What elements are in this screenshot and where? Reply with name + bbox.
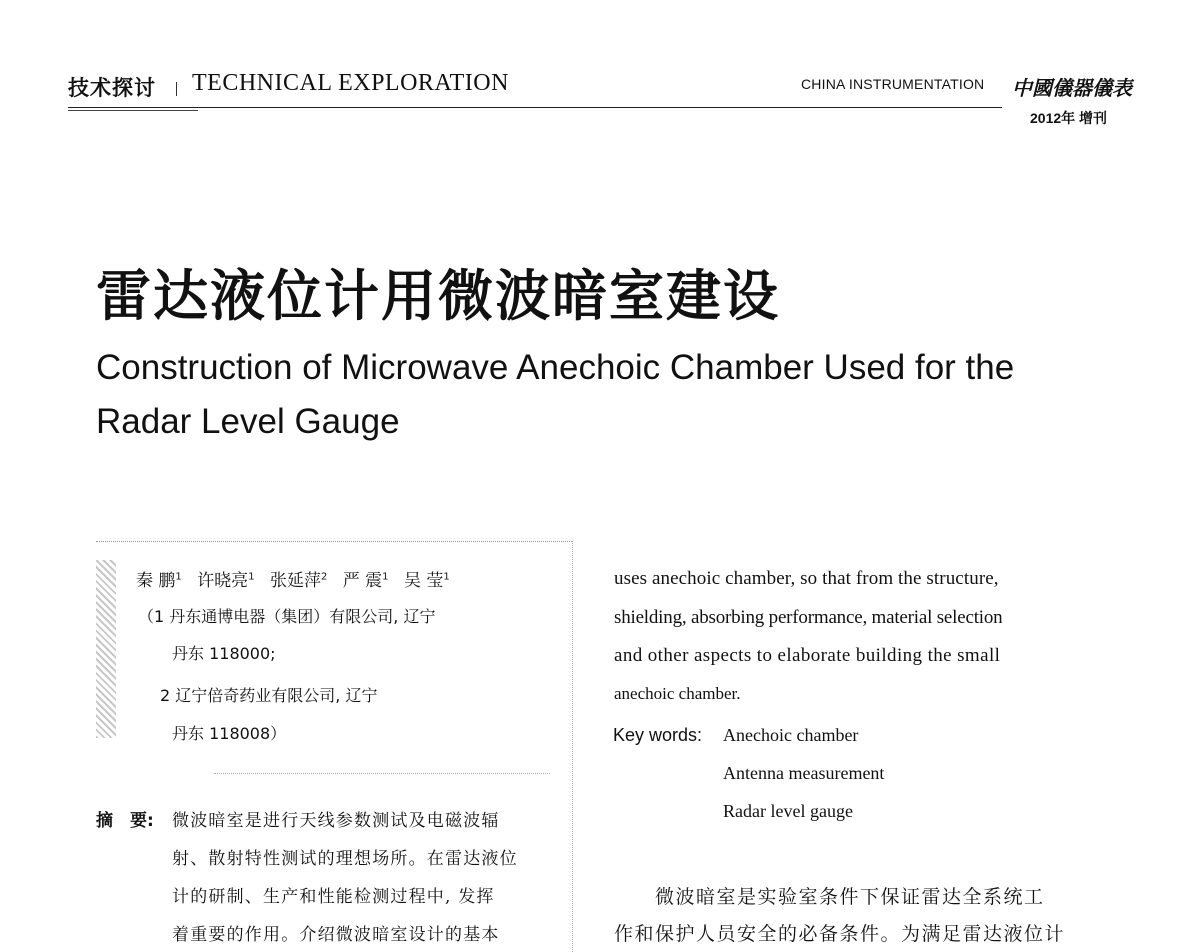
- author: 吴 莹$^1$: [403, 571, 450, 591]
- affiliation-line: 丹东 118000;: [172, 644, 276, 663]
- abstract-line: 微波暗室是进行天线参数测试及电磁波辐: [172, 811, 500, 831]
- author: 张延萍$^2$: [269, 571, 328, 591]
- journal-name: CHINA INSTRUMENTATION: [801, 76, 985, 92]
- affiliation-line: 丹东 118008）: [172, 724, 287, 743]
- abstract-en-line: shielding, absorbing performance, material selection: [614, 607, 1003, 628]
- abstract-en-line: anechoic chamber.: [614, 684, 741, 703]
- body-text-line: 作和保护人员安全的必备条件。为满足雷达液位计: [614, 923, 1066, 945]
- header-rule-accent: [68, 110, 198, 111]
- abstract-label: 摘 要:: [96, 811, 154, 831]
- header-separator: [176, 82, 177, 96]
- article-title-en: Construction of Microwave Anechoic Chamber Used for the Radar Level Gauge: [96, 348, 1015, 441]
- author: 秦 鹏$^1$: [136, 571, 182, 591]
- abstract-line: 计的研制、生产和性能检测过程中, 发挥: [172, 887, 495, 907]
- keyword: Radar level gauge: [723, 801, 853, 821]
- author: 严 震$^1$: [342, 571, 389, 591]
- column-divider: [572, 541, 573, 952]
- column-top-rule: [96, 541, 572, 542]
- affiliation-line: （1 丹东通博电器（集团）有限公司, 辽宁: [138, 607, 436, 626]
- issue-label: 2012年 增刊: [1030, 110, 1108, 126]
- author: 许晓亮$^1$: [197, 571, 255, 591]
- section-title-cn: 技术探讨: [68, 76, 156, 100]
- author-list: [136, 566, 460, 591]
- abstract-line: 着重要的作用。介绍微波暗室设计的基本: [172, 925, 500, 945]
- keyword: Antenna measurement: [723, 763, 885, 783]
- section-title-en: TECHNICAL EXPLORATION: [192, 70, 509, 96]
- abstract-en-line: uses anechoic chamber, so that from the structure,: [614, 568, 999, 589]
- decorative-pattern: [96, 560, 116, 738]
- affiliation-line: 2 辽宁倍奇药业有限公司, 辽宁: [160, 686, 378, 705]
- article-title-cn: 雷达液位计用微波暗室建设: [96, 264, 781, 328]
- author-block-rule: [214, 773, 550, 774]
- abstract-en-line: and other aspects to elaborate building the small: [614, 645, 1001, 666]
- header-rule: [68, 107, 1002, 108]
- keywords-label: Key words:: [613, 725, 703, 745]
- journal-logo: 中國儀器儀表: [1012, 76, 1132, 100]
- keyword: Anechoic chamber: [723, 725, 859, 745]
- abstract-line: 射、散射特性测试的理想场所。在雷达液位: [172, 849, 518, 869]
- body-text-line: 微波暗室是实验室条件下保证雷达全系统工: [655, 886, 1045, 908]
